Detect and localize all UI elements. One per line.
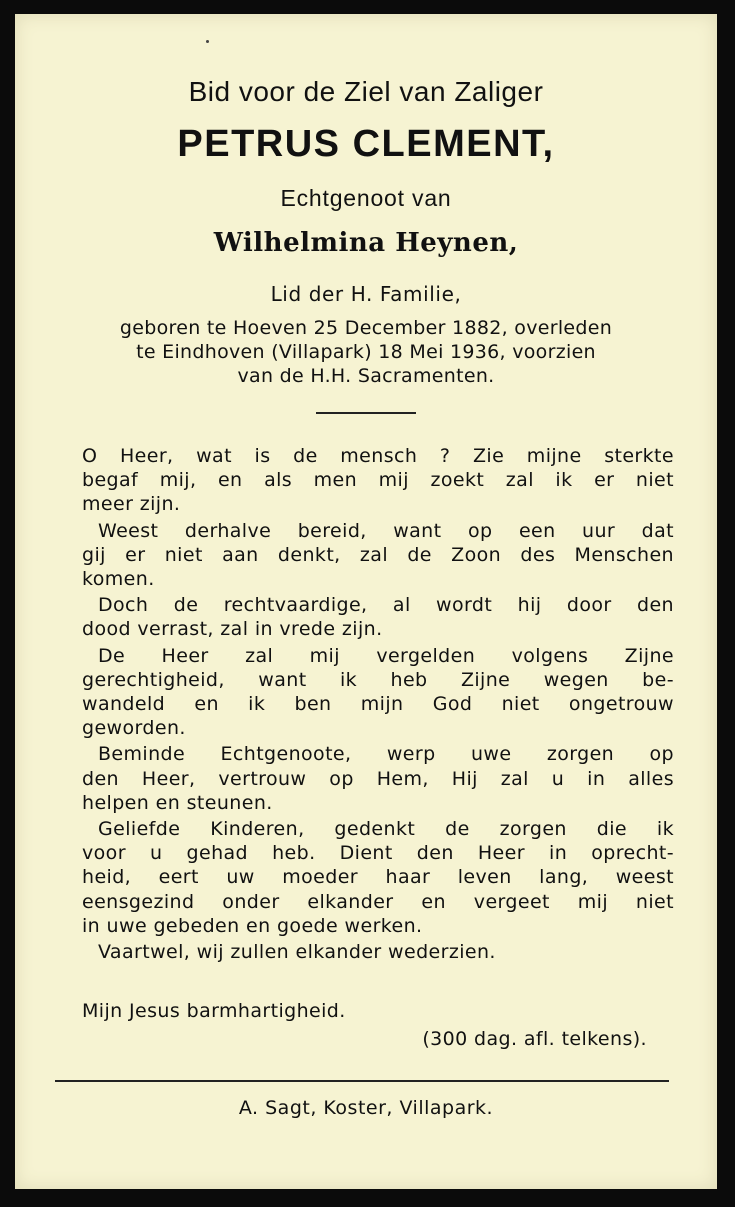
text-line: begaf mij, en als men mij zoekt zal ik er niet xyxy=(82,469,674,492)
paragraph xyxy=(82,742,674,815)
paragraph xyxy=(82,519,674,592)
text-line: dood verrast, zal in vrede zijn. xyxy=(82,618,383,641)
text-line: in uwe gebeden en goede werken. xyxy=(82,914,423,937)
spouse-name: Wilhelmina Heynen, xyxy=(213,228,519,258)
print-speck xyxy=(206,40,209,43)
text-line: O Heer, wat is de mensch ? Zie mijne sterkte xyxy=(82,445,674,467)
paragraph xyxy=(82,940,674,964)
text-line: geworden. xyxy=(82,717,186,740)
paragraph xyxy=(82,593,674,641)
biography-line: geboren te Hoeven 25 December 1882, overleden xyxy=(119,317,613,339)
text-line: Doch de rechtvaardige, al wordt hij door den xyxy=(98,594,674,617)
paragraph xyxy=(82,644,674,741)
invocation: Mijn Jesus barmhartigheid. xyxy=(82,1000,346,1022)
text-line: eensgezind onder elkander en vergeet mij niet xyxy=(82,890,674,913)
text-line: wandeld en ik ben mijn God niet ongetrouw xyxy=(82,693,674,716)
paragraph xyxy=(82,817,674,938)
indulgence-note: (300 dag. afl. telkens). xyxy=(422,1028,647,1050)
biography xyxy=(55,316,677,388)
text-line: meer zijn. xyxy=(82,493,181,516)
spouse-intro: Echtgenoot van xyxy=(280,185,452,211)
text-line: gerechtigheid, want ik heb Zijne wegen be- xyxy=(82,668,674,691)
footer-divider xyxy=(55,1080,669,1082)
printer-credit: A. Sagt, Koster, Villapark. xyxy=(238,1097,494,1119)
paragraph xyxy=(82,444,674,517)
prayer-line: Bid voor de Ziel van Zaliger xyxy=(188,76,544,107)
text-line: Vaartwel, wij zullen elkander wederzien. xyxy=(98,941,496,964)
text-line: Geliefde Kinderen, gedenkt de zorgen die ik xyxy=(98,818,674,841)
membership-line: Lid der H. Familie, xyxy=(270,282,462,306)
text-line: komen. xyxy=(82,568,155,591)
text-line: Weest derhalve bereid, want op een uur dat xyxy=(98,519,674,542)
text-line: gij er niet aan denkt, zal de Zoon des Menschen xyxy=(82,543,674,566)
deceased-name: PETRUS CLEMENT, xyxy=(177,123,555,165)
text-line: voor u gehad heb. Dient den Heer in oprecht- xyxy=(82,842,674,865)
memorial-card xyxy=(15,14,717,1189)
text-line: Beminde Echtgenoote, werp uwe zorgen op xyxy=(98,743,674,766)
short-divider xyxy=(316,412,416,414)
text-line: heid, eert uw moeder haar leven lang, weest xyxy=(82,866,674,889)
biography-line: te Eindhoven (Villapark) 18 Mei 1936, voorzien xyxy=(136,341,596,363)
prayer-text xyxy=(82,444,674,966)
biography-line: van de H.H. Sacramenten. xyxy=(237,365,495,387)
text-line: De Heer zal mij vergelden volgens Zijne xyxy=(98,644,674,667)
text-line: den Heer, vertrouw op Hem, Hij zal u in alles xyxy=(82,767,674,790)
text-line: helpen en steunen. xyxy=(82,791,273,814)
